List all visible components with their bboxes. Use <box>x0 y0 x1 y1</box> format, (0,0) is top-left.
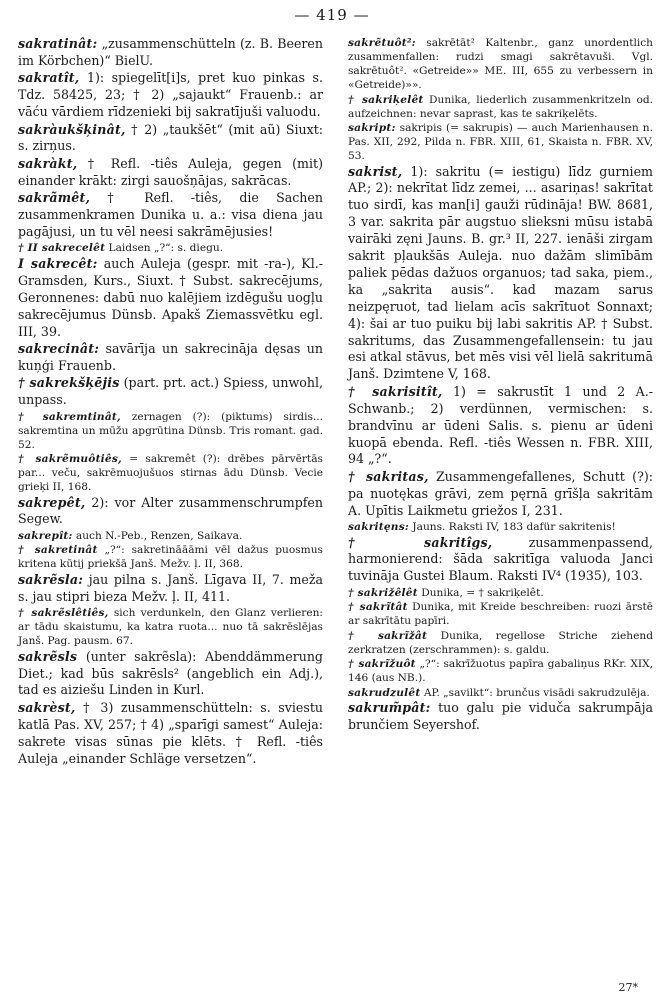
entry-text: „?“: sakrīžuotus papīra gabaliņus RKr. XIX, 146 (aus NB.). <box>348 658 653 685</box>
entry-text: Jauns. Raksti IV, 183 dafür sakritenis! <box>412 521 616 534</box>
entry-headword: † sakrižêlêt <box>348 586 418 599</box>
entry-headword: sakrecinât: <box>18 340 100 356</box>
dictionary-entry <box>18 700 323 768</box>
entry-text: 2): vor Alter zusammenschrumpfen Segew. <box>18 494 323 527</box>
entry-text: sakrētāt² Kaltenbr., ganz unordentlich zusammenfallen: rudzi smagi sakrētavuši. Vgl. sakrētuôt². «Getreide»» ME. III, 655 zu verbessern in «Getreide)»». <box>348 37 653 91</box>
dictionary-entry <box>348 469 653 520</box>
entry-text: (part. prt. act.) Spiess, unwohl, unpass. <box>18 375 323 408</box>
entry-headword: † sakritîgs, <box>348 534 493 550</box>
entry-text: „zusammenschütteln (z. B. Beeren im Körbchen)“ BielU. <box>18 36 323 68</box>
entry-text: Dunika, mit Kreide beschreiben: ruozi ārstē ar sakrītātu papīri. <box>348 601 653 628</box>
dictionary-entry <box>18 529 323 543</box>
entry-headword: † sakremtinât, <box>18 410 121 423</box>
dictionary-entry <box>18 495 323 529</box>
dictionary-entry <box>18 452 323 494</box>
dictionary-entry <box>348 384 653 469</box>
entry-headword: sakrist, <box>348 163 403 179</box>
dictionary-entry <box>348 535 653 586</box>
dictionary-entry <box>348 93 653 121</box>
entry-headword: † sakritas, <box>348 468 429 484</box>
entry-text: † Refl. -tiês, die Sachen zusammenkramen Dunika u. a.: visa diena jau pagājusi, un tu vēl neesi sakrāmējusies! <box>18 190 323 239</box>
entry-text: sakripis (= sakrupis) — auch Marienhausen n. Pas. XII, 292, Pilda n. FBR. XIII, 61, Skaista n. FBR. XV, 53. <box>348 122 653 162</box>
dictionary-entry <box>18 241 323 255</box>
entry-text: Zusammengefallenes, Schutt (?): pa nuotękas grāvi, zem pęrnā grīšļa sakritām A. Upītis Laikmetu griežos I, 231. <box>348 468 653 518</box>
entry-headword: sakràukšķinât, <box>18 121 126 137</box>
dictionary-entry <box>18 410 323 452</box>
page-number: — 419 — <box>294 6 370 24</box>
dictionary-entry <box>348 586 653 600</box>
dictionary-entry <box>348 36 653 92</box>
entry-text: jau pilna s. Janš. Līgava II, 7. meža s. jau stipri bieza Mežv. ļ. II, 411. <box>18 571 323 604</box>
entry-headword: I sakrecêt: <box>18 255 98 271</box>
entry-text: 1): sakritu (= iestigu) līdz gurniem AP.; 2): nekrītat līdz zemei, ... asariņas! sakrītat tuo sirdī, kas man[i] gauži rūdināja! BW. 8681, 3 var. sakrita pār augstuo slieksni mūsu istabā vairāki zęni Jauns. B. gr.³ II, 227. ienāši zirgam sakrit pļaukšās Auleja. nuo dažām slimībām paliek pēdas dažuos organuos; tad saka, piem., ka „sakrita ausis“. kad mazam sarus neizpęruot, tad lielam acīs sakrītuot Sonnaxt; 4): šai ar tuo puiku bij labi sakritis AP. † Subst. sakritums, das Zusammengefallensein: tu jau esi atkal stāvus, bet mēs visi vēl lielā sakritumā Janš. Dzimtene V, 168. <box>348 163 653 382</box>
entry-headword: sakrepêt, <box>18 494 86 510</box>
entry-headword: sakràkt, <box>18 155 78 171</box>
entry-text: Dunika, = † sakriķelêt. <box>421 586 544 599</box>
entry-text: 1) = sakrustīt 1 und 2 A.-Schwanb.; 2) verdünnen, vermischen: s. brandvīnu ar ūdeni Salis. s. pienu ar ūdeni kuopā ebenda. Refl. -tiês Wessen n. FBR. XIII, 94 „?“. <box>348 383 653 467</box>
dictionary-entry <box>348 629 653 657</box>
entry-headword: sakratinât: <box>18 36 98 51</box>
right-column <box>348 36 653 735</box>
entry-headword: sakrudzulêt <box>348 686 421 699</box>
entry-headword: sakrẽsls <box>18 648 78 664</box>
entry-text: AP. „savilkt“: brunčus visādi sakrudzulēja. <box>423 686 650 699</box>
entry-headword: sakrum̃pât: <box>348 700 431 716</box>
dictionary-entry <box>18 190 323 241</box>
dictionary-entry <box>348 600 653 628</box>
entry-headword: sakrãmêt, <box>18 190 91 206</box>
dictionary-entry <box>348 164 653 384</box>
dictionary-entry <box>18 606 323 648</box>
dictionary-entry <box>348 520 653 534</box>
left-column <box>18 36 323 768</box>
dictionary-entry <box>348 121 653 163</box>
entry-text: (unter sakrẽsla): Abenddämmerung Diet.; kad būs sakrēsls² (angeblich ein Adj.), tad es aizіešu Linden in Kurl. <box>18 648 323 698</box>
entry-text: † 2) „taukšēt“ (mit aũ) Siuxt: s. zirņus. <box>18 121 323 154</box>
dictionary-entry <box>18 70 323 121</box>
entry-text: „?“: sakretināāāmi vēl dažus puosmus kritena kūtij priekšā Janš. Mežv. ļ. II, 368. <box>18 544 323 571</box>
entry-text: auch Auleja (gespr. mit -ra-), Kl.-Gramsden, Kurs., Siuxt. † Subst. sakrecējums, Geronnenes: dabū nuo kalējiem izdēgušu uogļu sakrecējumus Dünsb. Apakš Ziemassvētku egl. III, 39. <box>18 255 324 339</box>
entry-headword: sakrẽsla: <box>18 571 84 587</box>
entry-headword: sakrẽtuôt²: <box>348 37 416 49</box>
entry-text: † Refl. -tiês Auleja, gegen (mit) einander krākt: zirgi sauošņājas, sakrācas. <box>18 155 323 188</box>
dictionary-entry <box>18 649 323 700</box>
entry-text: tuo galu pie viduča sakrumpāja brunčiem Seyershof. <box>348 700 653 733</box>
entry-headword: sakrèst, <box>18 699 76 715</box>
entry-headword: † sakrẽmuôtiês, <box>18 453 122 466</box>
entry-headword: sakrepît: <box>18 529 73 542</box>
entry-text: Dunika, regellose Striche ziehend zerkratzen (zerschrammen): s. galdu. <box>348 629 653 656</box>
entry-text: zernagen (?): (piktums) sirdis... sakremtina un mūžu apgrūtina Dünsb. Tris romant. gad. 52. <box>18 410 324 451</box>
entry-text: savārīja un sakrecināja dęsas un kuņģi Frauenb. <box>18 340 323 373</box>
printer-signature: 27* <box>618 981 638 994</box>
entry-text: † 3) zusammenschütteln: s. sviestu katlā Pas. XV, 257; † 4) „sparīgi samest“ Auleja: sakrete visas sūnas pie klēts. † Refl. -tiês Auleja „einander Schläge versetzen“. <box>18 699 323 766</box>
entry-headword: † sakrisitît, <box>348 383 443 399</box>
dictionary-entry <box>18 256 323 341</box>
entry-headword: † II sakrecelêt <box>18 242 106 255</box>
entry-headword: † sakretinât <box>18 544 98 557</box>
entry-text: sich verdunkeln, den Glanz verlieren: ar tādu skaistumu, ka katra ruota... nuo tā sakrēslējas Janš. Pag. pausm. 67. <box>18 607 323 648</box>
entry-headword: † sakrĩžuôt <box>348 658 416 671</box>
dictionary-entry <box>348 657 653 685</box>
dictionary-entry <box>348 686 653 700</box>
dictionary-entry <box>18 156 323 190</box>
dictionary-entry <box>348 700 653 734</box>
entry-headword: sakript: <box>348 122 396 134</box>
entry-text: Dunika, liederlich zusammenkritzeln od. aufzeichnen: nevar saprast, kas te sakriķelēts. <box>348 93 654 120</box>
entry-text: = sakremêt (?): drēbes pārvērtās par... veču, sakrēmuojušuos stirnas ādu Dünsb. Vecie grieķi II, 168. <box>18 453 323 494</box>
entry-headword: † sakrẽslêtiês, <box>18 607 109 620</box>
entry-headword: sakritęns: <box>348 521 409 534</box>
entry-text: auch N.-Peb., Renzen, Saikava. <box>75 529 243 542</box>
entry-headword: † sakrĩžât <box>348 629 428 642</box>
entry-text: 1): spiegelīt[i]s, pret kuo pinkas s. Tdz. 58425, 23; † 2) „sajaukt“ Frauenb.: ar vāću vārdiem rīdzenieki bij sakratījuši valuodu. <box>18 70 323 120</box>
entry-headword: † sakriķelêt <box>348 93 424 106</box>
entry-text: Laidsen „?“: s. diegu. <box>108 242 224 255</box>
dictionary-entry <box>18 375 323 409</box>
entry-headword: sakratît, <box>18 70 80 86</box>
dictionary-entry <box>18 341 323 375</box>
dictionary-entry <box>18 36 323 70</box>
dictionary-entry <box>18 572 323 606</box>
dictionary-entry <box>18 122 323 156</box>
entry-headword: † sakrekšķējis <box>18 375 120 391</box>
entry-text: zusammenpassend, harmonierend: šāda sakritīga valuoda Janci tuvināja Gustei Blaum. Raksti IV⁴ (1935), 103. <box>348 534 653 584</box>
dictionary-entry <box>18 543 323 571</box>
entry-headword: † sakrĩtât <box>348 601 408 614</box>
